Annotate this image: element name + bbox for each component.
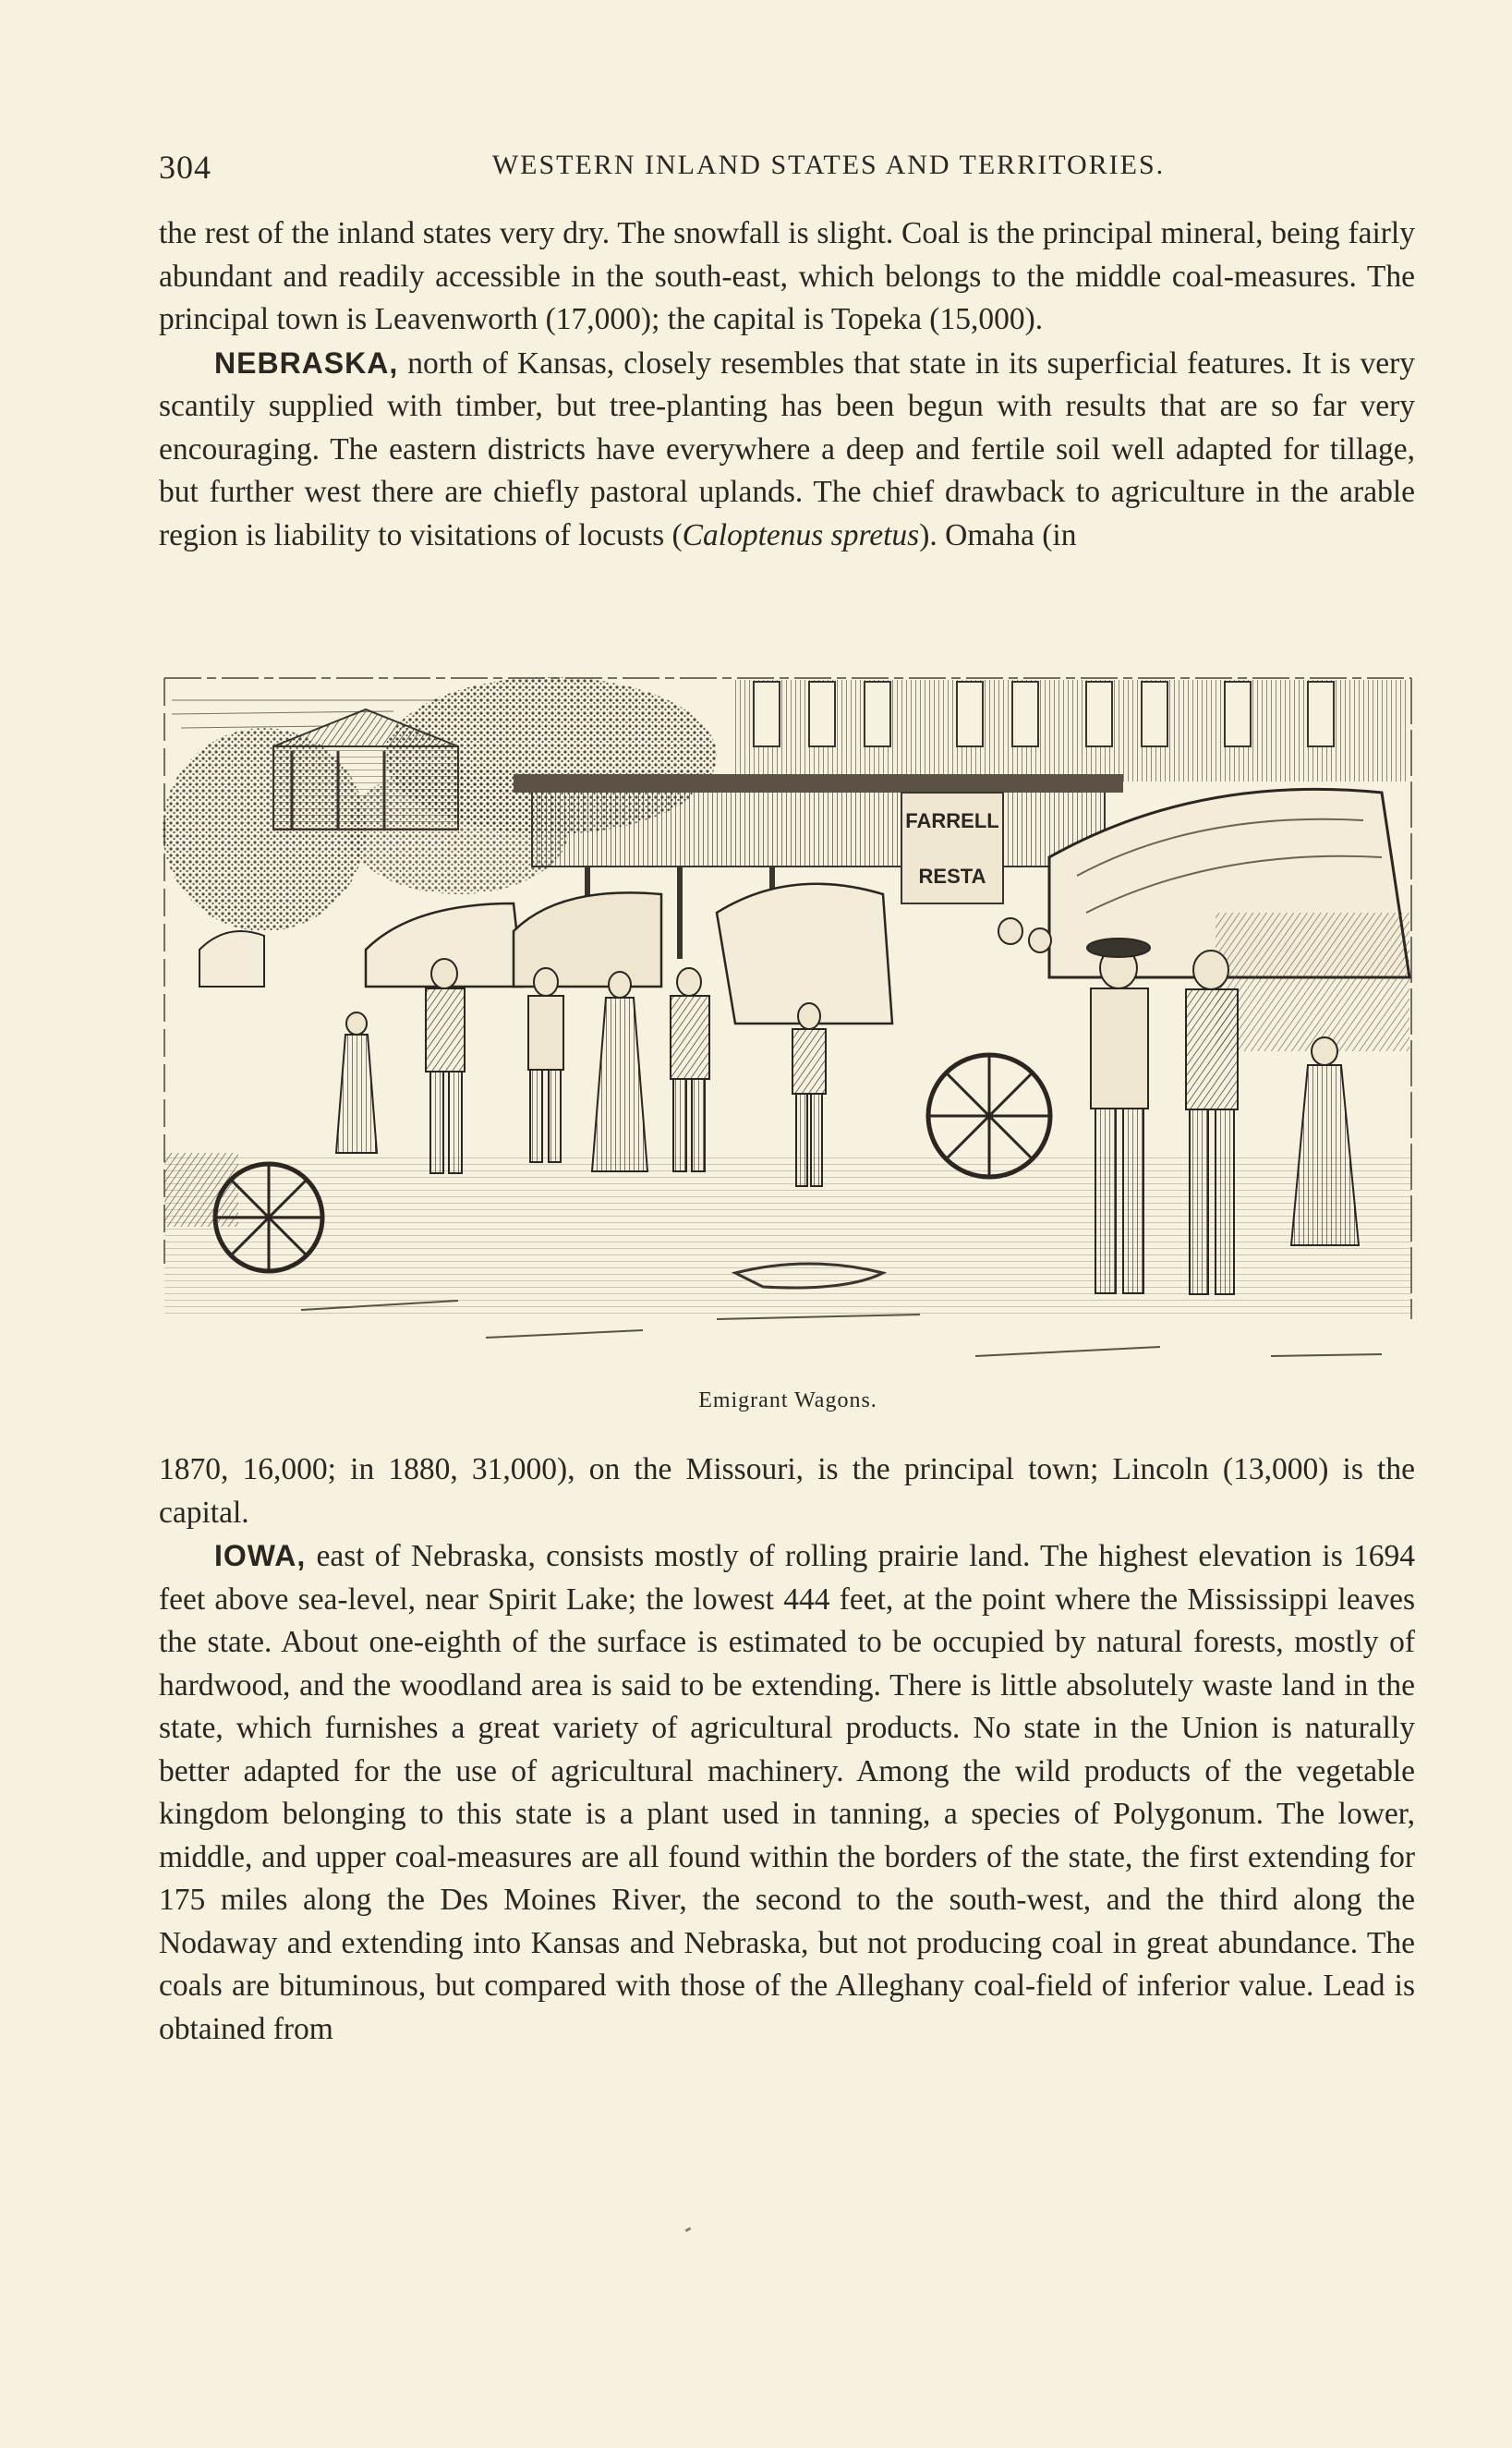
running-head <box>159 148 1415 194</box>
paper-speck <box>685 2227 692 2233</box>
running-title: WESTERN INLAND STATES AND TERRITORIES. <box>491 150 1166 180</box>
text-block-top <box>159 212 1415 557</box>
paragraph-nebraska-continued: 1870, 16,000; in 1880, 31,000), on the Missouri, is the principal town; Lincoln (13,000) is the capital. <box>159 1452 1415 1530</box>
section-lead-iowa: IOWA, <box>214 1539 307 1572</box>
page-number: 304 <box>159 149 212 186</box>
paragraph-nebraska-tail: ). Omaha (in <box>919 517 1077 552</box>
section-lead-nebraska: NEBRASKA, <box>214 345 399 380</box>
shop-sign: FARRELL <box>905 809 999 832</box>
paragraph-kansas-continued: the rest of the inland states very dry. The snowfall is slight. Coal is the principal mineral, being fairly abundant and readily accessible in the south-east, which belongs to the middle coal-measures. The principal town is Leavenworth (17,000); the capital is Topeka (15,000). <box>159 216 1415 336</box>
figure-caption: Emigrant Wagons. <box>698 1388 877 1412</box>
paragraph-iowa-text: east of Nebraska, consists mostly of rolling prairie land. The highest elevation is 1694 feet above sea-level, near Spirit Lake; the lowest 444 feet, at the point where the Mississippi leaves the state. About one-eighth of the surface is estimated to be occupied by natural forests, mostly of hardwood, and the woodland area is said to be extending. There is little absolutely waste land in the state, which furnishes a great variety of agricultural products. No state in the Union is naturally better adapted for the use of agricultural machinery. Among the wild products of the vegetable kingdom belonging to this state is a plant used in tanning, a species of Polygonum. The lower, middle, and upper coal-measures are all found within the borders of the state, the first extending for 175 miles along the Des Moines River, the second to the south-west, and the third along the Nodaway and extending into Kansas and Nebraska, but not producing coal in great abundance. The coals are bituminous, but compared with those of the Alleghany coal-field of inferior value. Lead is obtained from <box>159 1539 1415 2046</box>
paragraph-iowa <box>159 1534 1415 2051</box>
text-block-bottom <box>159 1448 1415 2051</box>
paragraph-nebraska-text: north of Kansas, closely resembles that state in its superficial features. It is very scantily supplied with timber, but tree-planting has been begun with results that are so far very encouraging. The eastern districts have everywhere a deep and fertile soil well adapted for tillage, but further west there are chiefly pastoral uplands. The chief drawback to agriculture in the arable region is liability to visitations of locusts ( <box>159 345 1415 552</box>
shop-sign-second-line: RESTA <box>918 865 986 888</box>
emigrant-wagons-engraving <box>163 673 1413 1393</box>
species-name: Caloptenus spretus <box>682 517 920 552</box>
paragraph-nebraska <box>159 342 1415 558</box>
